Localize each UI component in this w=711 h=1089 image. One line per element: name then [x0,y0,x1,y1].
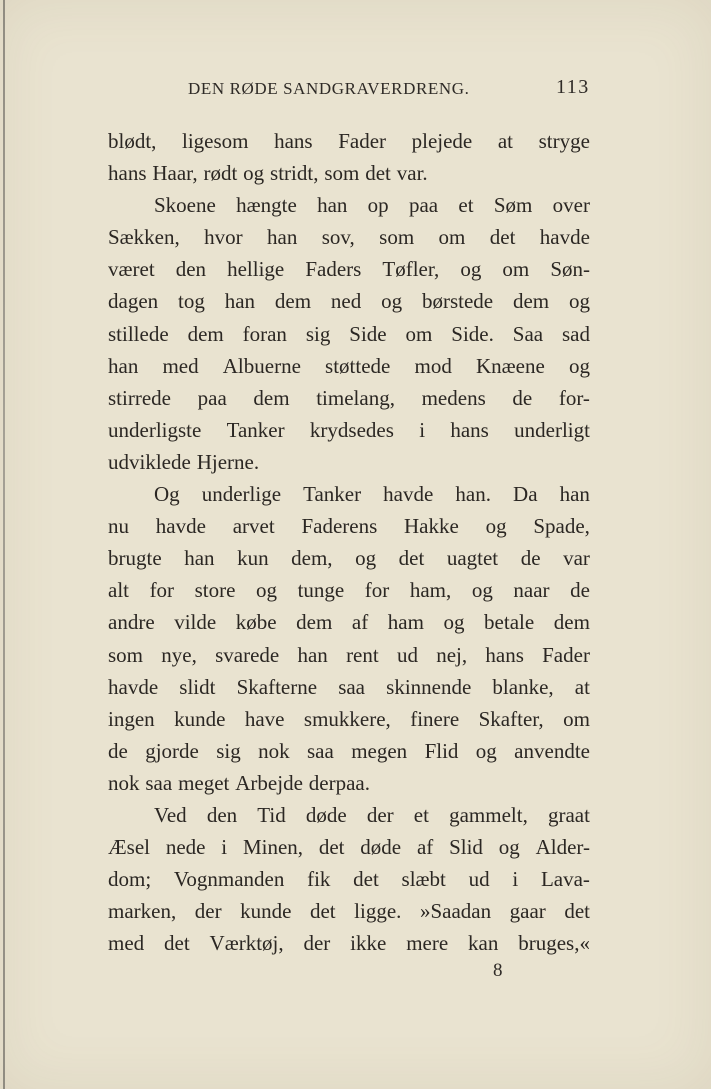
text-line: ingen kunde have smukkere, finere Skafter, om [108,706,590,731]
text-line: stirrede paa dem timelang, medens de for- [108,385,590,410]
text-line: marken, der kunde det ligge. »Saadan gaar det [108,899,590,924]
text-line: Skoene hængte han op paa et Søm over [154,193,590,218]
text-line: dom; Vognmanden fik det slæbt ud i Lava- [108,867,590,892]
text-line: blødt, ligesom hans Fader plejede at stryge [108,129,590,153]
text-line: Sækken, hvor han sov, som om det havde [108,225,590,250]
text-line: stillede dem foran sig Side om Side. Saa sad [108,321,590,346]
text-line: alt for store og tunge for ham, og naar de [108,578,590,603]
text-line: andre vilde købe dem af ham og betale dem [108,610,590,635]
binding-edge [3,0,5,1089]
text-line: nok saa meget Arbejde derpaa. [108,770,370,795]
text-line: Æsel nede i Minen, det døde af Slid og Alder- [108,835,590,860]
text-line: med det Værktøj, der ikke mere kan bruges,« [108,931,590,956]
text-line: hans Haar, rødt og stridt, som det var. [108,161,428,186]
running-title: DEN RØDE SANDGRAVERDRENG. [188,79,470,98]
text-line: underligste Tanker krydsedes i hans underligt [108,417,590,442]
text-line: været den hellige Faders Tøfler, og om Søn- [108,257,590,282]
text-line: de gjorde sig nok saa megen Flid og anvendte [108,738,590,763]
signature-mark: 8 [493,960,503,981]
text-line: havde slidt Skafterne saa skinnende blanke, at [108,674,590,699]
text-line: dagen tog han dem ned og børstede dem og [108,289,590,314]
text-line: udviklede Hjerne. [108,449,260,474]
text-line: Og underlige Tanker havde han. Da han [154,482,590,507]
body-text [108,125,590,959]
page-number: 113 [556,76,590,98]
text-line: Ved den Tid døde der et gammelt, graat [154,802,590,827]
text-line: han med Albuerne støttede mod Knæene og [108,353,590,378]
text-line: som nye, svarede han rent ud nej, hans Fader [108,642,590,667]
text-line: nu havde arvet Faderens Hakke og Spade, [108,514,590,539]
text-line: brugte han kun dem, og det uagtet de var [108,546,590,571]
